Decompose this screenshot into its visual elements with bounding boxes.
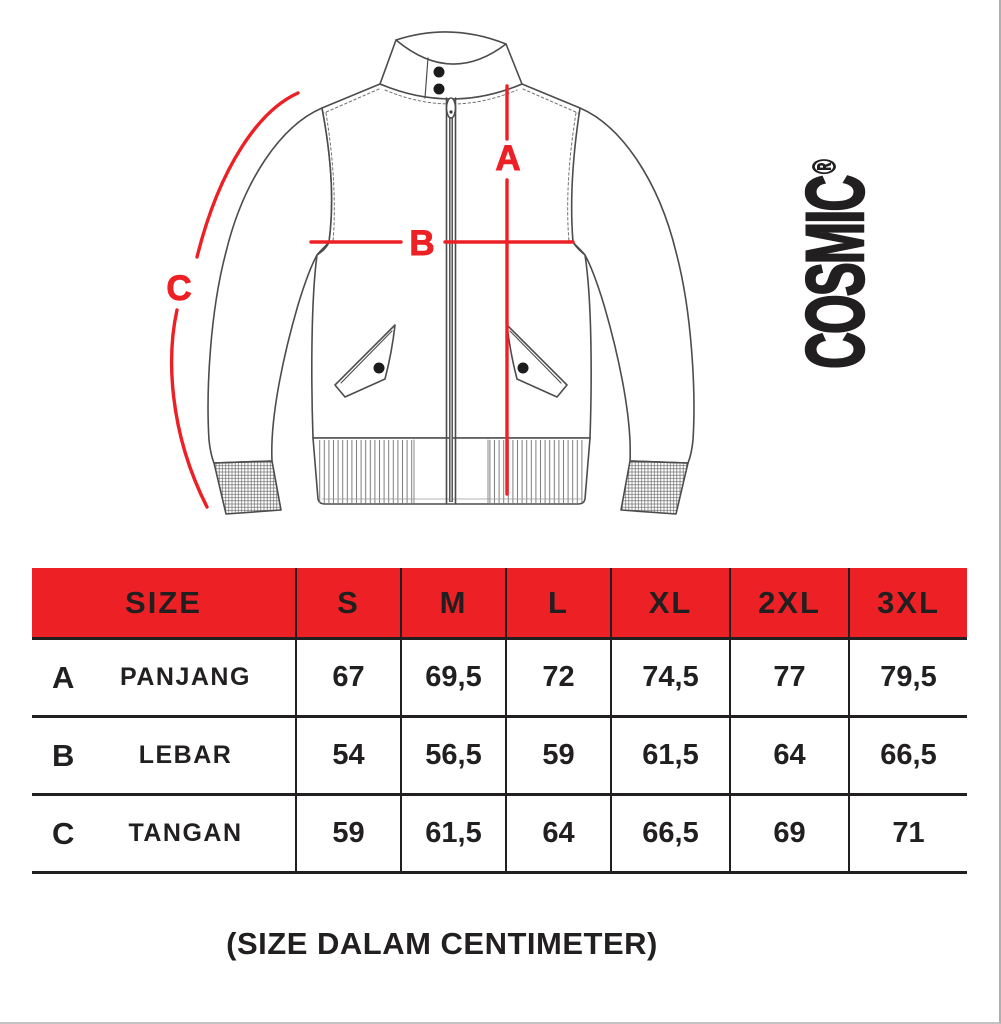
value-panjang-l: 72 (506, 639, 611, 717)
row-name-tangan: TANGAN (128, 819, 243, 847)
value-tangan-l: 64 (506, 795, 611, 873)
column-header-xl: XL (611, 568, 730, 639)
size-table (32, 568, 967, 874)
value-tangan-xl: 66,5 (611, 795, 730, 873)
registered-trademark-symbol: ® (804, 159, 842, 175)
value-tangan-3xl: 71 (849, 795, 967, 873)
collar-button-bottom (434, 84, 445, 95)
value-panjang-m: 69,5 (401, 639, 506, 717)
value-lebar-m: 56,5 (401, 717, 506, 795)
value-panjang-3xl: 79,5 (849, 639, 967, 717)
row-name-lebar: LEBAR (138, 741, 233, 769)
row-letter-b: B (52, 737, 75, 773)
label-a: A (495, 139, 521, 178)
brand-logo (790, 138, 882, 390)
left-cuff (214, 461, 281, 514)
collar-button-top (434, 67, 445, 78)
brand-name (790, 159, 882, 369)
value-lebar-s: 54 (296, 717, 401, 795)
right-pocket-button (518, 363, 529, 374)
column-header-size: SIZE (32, 568, 296, 639)
table-row-panjang (32, 639, 967, 717)
size-table-header-row (32, 568, 967, 639)
value-lebar-l: 59 (506, 717, 611, 795)
label-b: B (409, 224, 435, 263)
row-letter-a: A (52, 659, 75, 695)
row-label-panjang (32, 639, 296, 717)
value-lebar-3xl: 66,5 (849, 717, 967, 795)
row-letter-c: C (52, 815, 75, 851)
column-header-s: S (296, 568, 401, 639)
value-panjang-s: 67 (296, 639, 401, 717)
column-header-2xl: 2XL (730, 568, 849, 639)
brand-wordmark: COSMIC (790, 176, 882, 369)
row-label-lebar (32, 717, 296, 795)
row-label-tangan (32, 795, 296, 873)
left-pocket-button (374, 363, 385, 374)
column-header-l: L (506, 568, 611, 639)
collar (380, 32, 522, 99)
value-tangan-m: 61,5 (401, 795, 506, 873)
label-c: C (166, 269, 192, 308)
column-header-3xl: 3XL (849, 568, 967, 639)
row-name-panjang: PANJANG (120, 663, 251, 691)
table-row-tangan (32, 795, 967, 873)
table-row-lebar (32, 717, 967, 795)
unit-note: (SIZE DALAM CENTIMETER) (226, 926, 658, 961)
value-panjang-2xl: 77 (730, 639, 849, 717)
right-cuff (621, 461, 688, 514)
value-lebar-2xl: 64 (730, 717, 849, 795)
value-lebar-xl: 61,5 (611, 717, 730, 795)
zipper-pull (447, 98, 456, 118)
value-tangan-2xl: 69 (730, 795, 849, 873)
value-panjang-xl: 74,5 (611, 639, 730, 717)
column-header-m: M (401, 568, 506, 639)
value-tangan-s: 59 (296, 795, 401, 873)
